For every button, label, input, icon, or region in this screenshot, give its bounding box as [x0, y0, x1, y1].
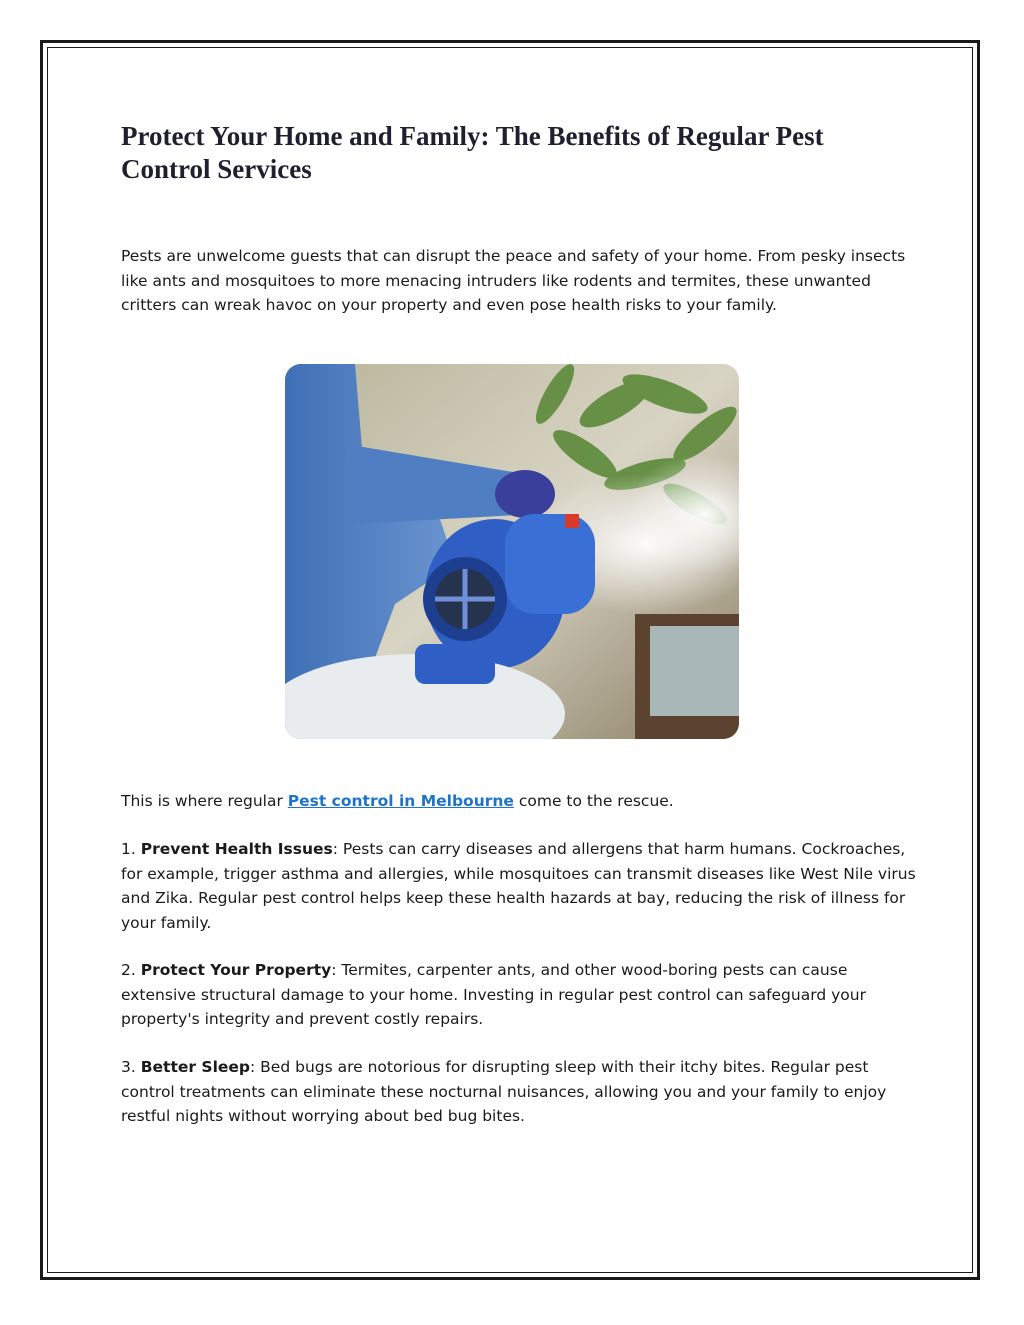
rescue-text-after: come to the rescue. — [513, 792, 674, 810]
item-number: 1. — [121, 840, 141, 858]
rescue-text-before: This is where regular — [121, 792, 288, 810]
benefit-item-1 — [121, 837, 921, 935]
item-text: : Bed bugs are notorious for disrupting sleep with their itchy bites. Regular pest control treatments can eliminate these nocturnal nuisances, allowing you and your family to enjoy restful nights without worrying about bed bug bites. — [121, 1058, 887, 1125]
item-heading: Protect Your Property — [140, 961, 332, 979]
pest-control-photo — [285, 364, 739, 739]
document-title: Protect Your Home and Family: The Benefits of Regular Pest Control Services — [121, 121, 824, 184]
item-number: 3. — [121, 1058, 141, 1076]
item-text: : Termites, carpenter ants, and other wood-boring pests can cause extensive structural damage to your home. Investing in regular pest control can safeguard your property's integrity and prevent costly repairs. — [121, 961, 866, 1028]
item-heading: Prevent Health Issues — [140, 840, 333, 858]
item-number: 2. — [121, 961, 141, 979]
benefit-item-2 — [121, 958, 921, 1032]
benefit-item-3 — [121, 1055, 921, 1129]
item-heading: Better Sleep — [140, 1058, 251, 1076]
item-text: : Pests can carry diseases and allergens that harm humans. Cockroaches, for example, trigger asthma and allergies, while mosquitoes can transmit diseases like West Nile virus and Zika. Regular pest control helps keep these health hazards at bay, reducing the risk of illness for your family. — [121, 840, 916, 932]
intro-paragraph: Pests are unwelcome guests that can disrupt the peace and safety of your home. From pesky insects like ants and mosquitoes to more menacing intruders like rodents and termites, these unwanted critters can wreak havoc on your property and even pose health risks to your family. — [121, 247, 906, 314]
pest-control-melbourne-link[interactable]: Pest control in Melbourne — [287, 792, 514, 810]
fogger-sprayer-illustration — [285, 364, 739, 739]
rescue-paragraph — [121, 789, 921, 814]
